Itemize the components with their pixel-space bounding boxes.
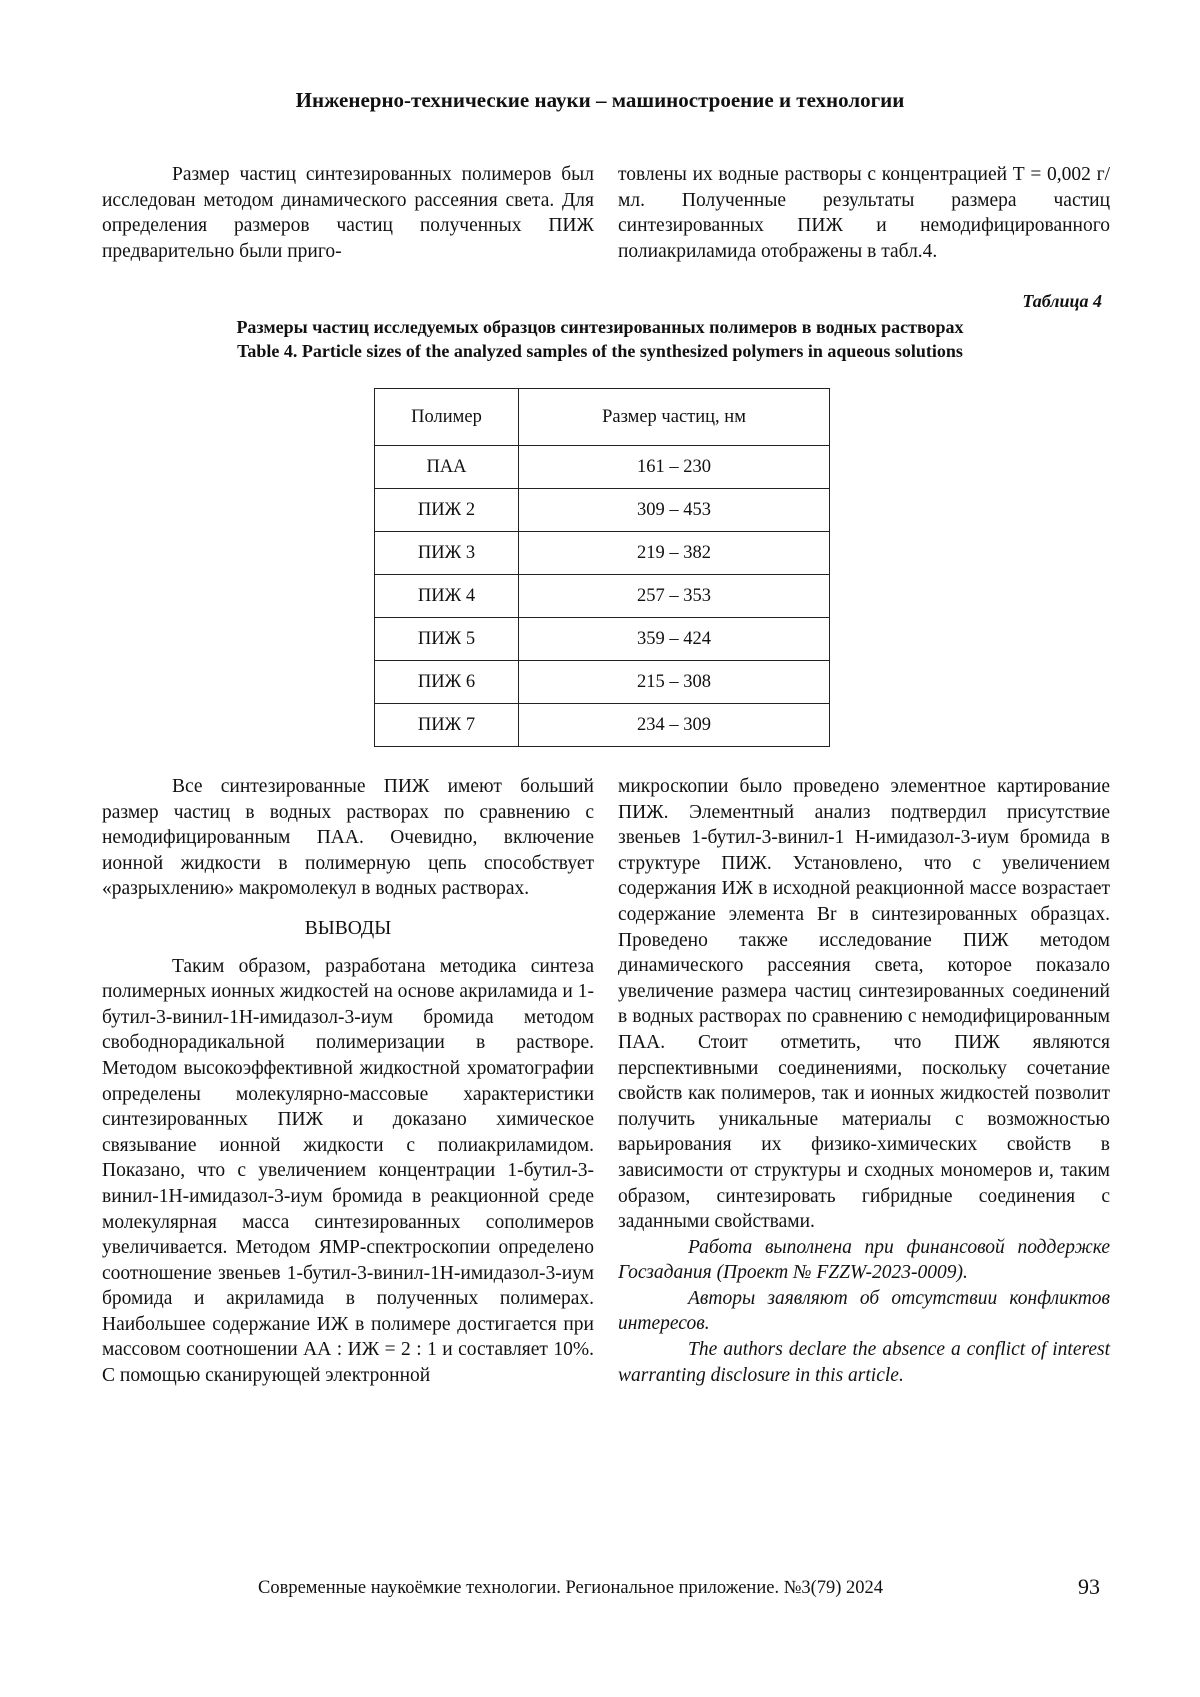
table-row	[375, 489, 830, 532]
journal-footer: Современные наукоёмкие технологии. Региональное приложение. №3(79) 2024	[258, 1578, 884, 1598]
particle-size-table	[374, 388, 830, 747]
cell-polymer: ПИЖ 2	[375, 489, 519, 532]
cell-size: 257 – 353	[519, 575, 830, 618]
cell-polymer: ПИЖ 5	[375, 618, 519, 661]
intro-left-column	[102, 162, 594, 264]
cell-size: 234 – 309	[519, 704, 830, 747]
intro-paragraph-right: товлены их водные растворы с концентрацией Т = 0,002 г/мл. Полученные результаты размера частиц синтезированных ПИЖ и немодифицированного полиакриламида отображены в табл.4.	[618, 164, 1110, 262]
table-row	[375, 446, 830, 489]
table-caption-en: Table 4. Particle sizes of the analyzed samples of the synthesized polymers in aqueous solutions	[237, 341, 963, 361]
table-header-row	[375, 389, 830, 446]
cell-size: 215 – 308	[519, 661, 830, 704]
conflict-note-ru: Авторы заявляют об отсутствии конфликтов интересов.	[618, 1287, 1110, 1335]
table-row	[375, 532, 830, 575]
table-label: Таблица 4	[1022, 291, 1102, 311]
table-caption-ru: Размеры частиц исследуемых образцов синтезированных полимеров в водных растворах	[236, 317, 964, 337]
body-right-column	[618, 774, 1110, 1388]
running-header: Инженерно-технические науки – машиностроение и технологии	[295, 88, 905, 112]
header-polymer: Полимер	[375, 389, 519, 446]
cell-size: 359 – 424	[519, 618, 830, 661]
table-row	[375, 704, 830, 747]
conclusions-paragraph-right: микроскопии было проведено элементное картирование ПИЖ. Элементный анализ подтвердил присутствие звеньев 1-бутил-3-винил-1 Н-имидазол-3-иум бромида в структуре ПИЖ. Установлено, что с увеличением содержания ИЖ в исходной реакционной массе возрастает содержание элемента Br в синтезированных образцах. Проведено также исследование ПИЖ методом динамического рассеяния света, которое показало увеличение размера частиц синтезированных соединений в водных растворах по сравнению с немодифицированным ПАА. Стоит отметить, что ПИЖ являются перспективными соединениями, поскольку сочетание свойств как полимеров, так и ионных жидкостей позволит получить уникальные материалы с возможностью варьирования их физико-химических свойств в зависимости от структуры и сходных мономеров и, таким образом, синтезировать гибридные соединения с заданными свойствами.	[618, 776, 1110, 1233]
cell-size: 161 – 230	[519, 446, 830, 489]
cell-polymer: ПИЖ 4	[375, 575, 519, 618]
discussion-paragraph: Все синтезированные ПИЖ имеют больший размер частиц в водных растворах по сравнению с немодифицированным ПАА. Очевидно, включение ионной жидкости в полимерную цепь способствует «разрыхлению» макромолекул в водных растворах.	[102, 776, 594, 900]
intro-right-column	[618, 162, 1110, 264]
cell-size: 219 – 382	[519, 532, 830, 575]
intro-paragraph-left: Размер частиц синтезированных полимеров был исследован методом динамического рассеяния света. Для определения размеров частиц полученных ПИЖ предварительно были приго-	[102, 164, 594, 262]
cell-polymer: ПИЖ 3	[375, 532, 519, 575]
cell-polymer: ПИЖ 7	[375, 704, 519, 747]
cell-size: 309 – 453	[519, 489, 830, 532]
page-number: 93	[1078, 1574, 1100, 1599]
conclusions-paragraph-left: Таким образом, разработана методика синтеза полимерных ионных жидкостей на основе акриламида и 1-бутил-3-винил-1Н-имидазол-3-иум бромида методом свободнорадикальной полимеризации в растворе. Методом высокоэффективной жидкостной хроматографии определены молекулярно-массовые характеристики синтезированных ПИЖ и доказано химическое связывание ионной жидкости с полиакриламидом. Показано, что с увеличением концентрации 1-бутил-3-винил-1Н-имидазол-3-иум бромида в реакционной среде молекулярная масса синтезированных сополимеров увеличивается. Методом ЯМР-спектроскопии определено соотношение звеньев 1-бутил-3-винил-1Н-имидазол-3-иум бромида и акриламида в полученных полимерах. Наибольшее содержание ИЖ в полимере достигается при массовом соотношении АА : ИЖ = 2 : 1 и составляет 10%. С помощью сканирующей электронной	[102, 955, 594, 1387]
conclusions-heading: ВЫВОДЫ	[304, 917, 392, 939]
cell-polymer: ПАА	[375, 446, 519, 489]
table-row	[375, 618, 830, 661]
conflict-note-en: The authors declare the absence a conflict of interest warranting disclosure in this article.	[618, 1339, 1110, 1386]
funding-note: Работа выполнена при финансовой поддержке Госзадания (Проект № FZZW-2023-0009).	[618, 1236, 1110, 1284]
table-row	[375, 661, 830, 704]
table-row	[375, 575, 830, 618]
header-particle-size: Размер частиц, нм	[519, 389, 830, 446]
body-left-column	[102, 774, 594, 1389]
cell-polymer: ПИЖ 6	[375, 661, 519, 704]
